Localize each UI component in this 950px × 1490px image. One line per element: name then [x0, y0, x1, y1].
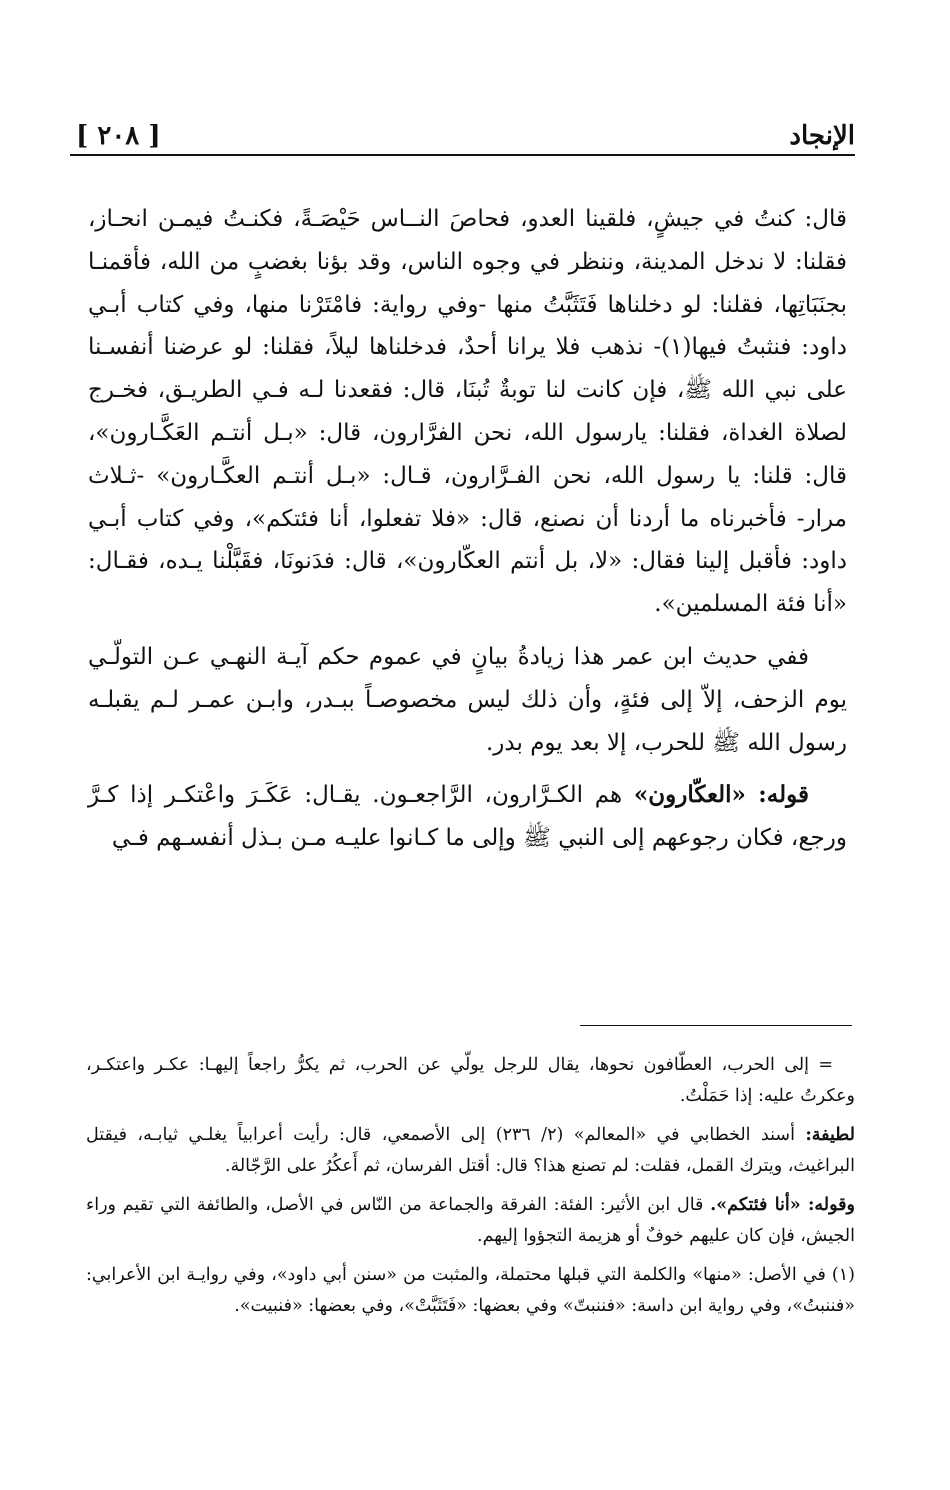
footnote-separator — [580, 1025, 852, 1026]
fiatukum-label: وقوله: «أنا فئتكم». — [710, 1195, 855, 1215]
fiatukum-text: قال ابن الأثير: الفئة: الفرقة والجماعة من النّاس في الأصل، والطائفة التي تقيم وراء الجيش، فإن كان عليهم خوفٌ أو هزيمة التجؤوا إليهم. — [86, 1195, 855, 1246]
paragraph-commentary: ففي حديث ابن عمر هذا زيادةُ بيانٍ في عموم حكم آيـة النهـي عـن التولّـي يوم الزحف، إلاّ إلى فئةٍ، وأن ذلك ليس مخصوصـاً ببـدر، وابـن عمـر لـم يقبلـه رسول الله ﷺ للحرب، إلا بعد يوم بدر. — [88, 643, 847, 756]
footnote-continuation: = إلى الحرب، العطّافون نحوها، يقال للرجل يولّي عن الحرب، ثم يكرُّ راجعاً إليهـا: عكـر واعتكـر، وعكرتُ عليه: إذا حَمَلْتُ. — [86, 1055, 855, 1106]
running-title: الإنجاد — [789, 121, 855, 151]
page-number: [ ٢٠٨ ] — [76, 121, 161, 151]
definition-term: قوله: «العكّارون» — [633, 781, 809, 809]
header-rule — [70, 154, 855, 156]
latifa-text: أسند الخطابي في «المعالم» (٢/ ٢٣٦) إلى الأصمعي، قال: رأيت أعرابياً يغلـي ثيابـه، فيقتل البراغيث، ويترك القمل، فقلت: لم تصنع هذا؟ قال: أقتل الفرسان، ثم أَعكُرُ على الرَّجّالة. — [86, 1125, 855, 1176]
definition-text: هم الكـرَّارون، الرَّاجعـون. يقـال: عَكَـرَ واعْتكـر إذا كـرَّ ورجع، فكان رجوعهم إلى النبي ﷺ وإلى ما كـانوا عليـه مـن بـذل أنفسـهم فـي — [88, 782, 847, 852]
footnotes — [86, 1050, 855, 1321]
footnote-latifa — [86, 1120, 855, 1181]
paragraph-definition — [88, 774, 847, 860]
footnote-1: (١) في الأصل: «منها» والكلمة التي قبلها محتملة، والمثبت من «سنن أبي داود»، وفي روايـة ابن الأعرابي: «فننبتُ»، وفي رواية ابن داسة: «فننبتّ» وفي بعضها: «فَتَثَبَّتْ»، وفي بعضها: «فنبيت». — [86, 1265, 855, 1316]
main-text — [88, 198, 847, 860]
paragraph-hadith: قال: كنتُ في جيشٍ، فلقينا العدو، فحاصَ النــاس حَيْصَـةً، فكنـتُ فيمـن انحـاز، فقلنا: لا ندخل المدينة، وننظر في وجوه الناس، وقد بؤنا بغضبٍ من الله، فأقمنـا بجنَبَاتِها، فقلنا: لو دخلناها فَتَثَبَّتُ منها -وفي رواية: فامْتَرْنا منها، وفي كتاب أبـي داود: فنثبتُ فيها(١)- نذهب فلا يرانا أحدٌ، فدخلناها ليلاً، فقلنا: لو عرضنا أنفسـنا على نبي الله ﷺ، فإن كانت لنا توبةٌ تُبنَا، قال: فقعدنا لـه فـي الطريـق، فخـرج لصلاة الغداة، فقلنا: يارسول الله، نحن الفرَّارون، قال: «بـل أنتـم العَكَّـارون»، قال: قلنا: يا رسول الله، نحن الفـرَّارون، قـال: «بـل أنتـم العكَّـارون» -ثـلاث مرار- فأخبرناه ما أردنا أن نصنع، قال: «فلا تفعلوا، أنا فئتكم»، وفي كتاب أبـي داود: فأقبل إلينا فقال: «لا، بل أنتم العكّارون»، قال: فدَنونَا، فقَبَّلْنا يـده، فقـال: «أنا فئة المسلمين». — [88, 206, 847, 618]
page-header — [70, 114, 855, 156]
latifa-label: لطيفة: — [805, 1125, 855, 1145]
footnote-fiatukum — [86, 1190, 855, 1251]
